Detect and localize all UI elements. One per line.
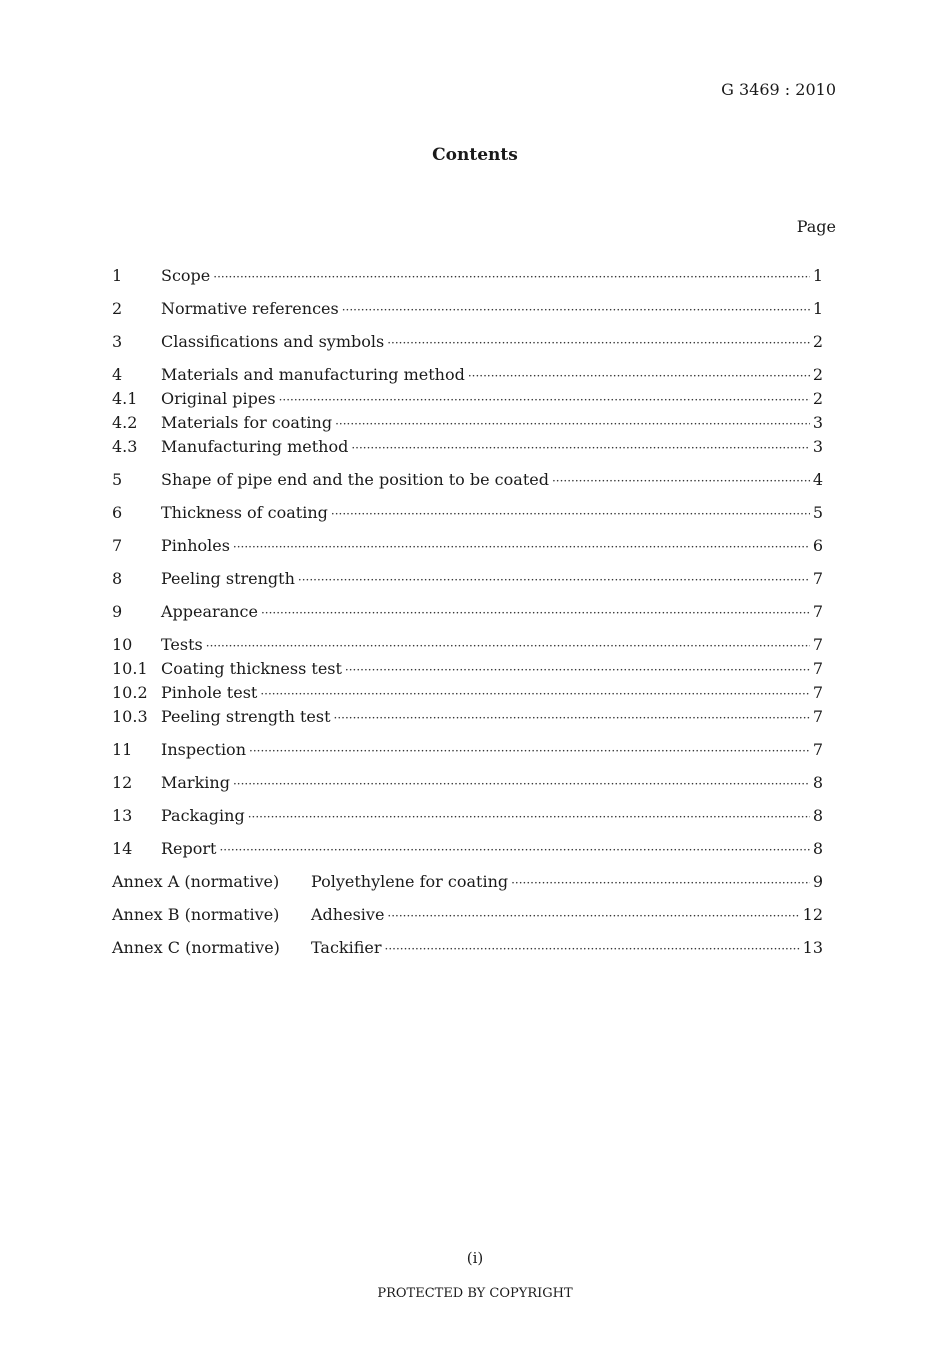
dot-leader [335,411,810,436]
toc-group [112,363,823,459]
annex-group [112,870,823,894]
toc-entry[interactable] [112,837,823,861]
toc-entry-title: Manufacturing method [161,437,349,456]
dot-leader [468,363,810,388]
dot-leader [261,600,810,625]
toc-entry-number: 12 [112,773,133,792]
dot-leader [387,330,810,355]
dot-leader [206,633,810,658]
dot-leader [219,837,809,862]
toc-entry-title: Report [161,839,217,858]
toc-entry[interactable] [112,705,823,729]
toc-entry-number: 2 [112,299,123,318]
toc-entry-title: Peeling strength [161,569,295,588]
toc-group [112,771,823,795]
annex-entry[interactable] [112,870,823,894]
page-title: Contents [432,145,518,165]
dot-leader [345,657,810,682]
toc-entry[interactable] [112,264,823,288]
toc-entry-title: Pinholes [161,536,230,555]
toc-entry-number: 9 [112,602,123,621]
annex-group [112,936,823,960]
toc-entry-title: Classifications and symbols [161,332,385,351]
toc-group [112,264,823,288]
dot-leader [298,567,810,592]
annex-title: Tackifier [311,938,382,957]
annex-label: Annex A (normative) [112,872,280,891]
dot-leader [351,435,809,460]
dot-leader [552,468,810,493]
toc-entry-title: Tests [161,635,203,654]
dot-leader [385,936,800,961]
toc-entry[interactable] [112,567,823,591]
toc-entry[interactable] [112,681,823,705]
copyright-notice: PROTECTED BY COPYRIGHT [377,1286,573,1301]
page-column-label: Page [796,217,836,236]
toc-entry-number: 10.2 [112,683,148,702]
toc-entry-page: 7 [812,602,823,621]
toc-entry-page: 8 [812,773,823,792]
toc-entry-number: 3 [112,332,123,351]
toc-entry-number: 4 [112,365,123,384]
toc-entry-title: Coating thickness test [161,659,342,678]
dot-leader [511,870,810,895]
toc-entry-page: 2 [812,389,823,408]
toc-entry[interactable] [112,738,823,762]
toc-entry[interactable] [112,657,823,681]
toc-entry-number: 1 [112,266,123,285]
toc-entry-page: 7 [812,707,823,726]
toc-entry-number: 4.2 [112,413,138,432]
toc-entry-title: Materials and manufacturing method [161,365,465,384]
dot-leader [387,903,799,928]
toc-entry[interactable] [112,804,823,828]
dot-leader [233,534,810,559]
toc-group [112,738,823,762]
toc-group [112,633,823,729]
toc-entry-number: 10 [112,635,133,654]
annex-page: 9 [812,872,823,891]
dot-leader [249,738,810,763]
toc-group [112,600,823,624]
toc-entry-number: 10.3 [112,707,148,726]
toc-entry[interactable] [112,330,823,354]
annex-page: 12 [802,905,823,924]
toc-entry[interactable] [112,297,823,321]
toc-entry-page: 7 [812,635,823,654]
toc-entry-title: Pinhole test [161,683,258,702]
toc-entry[interactable] [112,501,823,525]
toc-entry-number: 8 [112,569,123,588]
toc-entry-page: 3 [812,413,823,432]
toc-entry-number: 11 [112,740,133,759]
toc-entry-page: 1 [812,299,823,318]
annex-title: Polyethylene for coating [311,872,509,891]
toc-entry-page: 8 [812,806,823,825]
dot-leader [233,771,810,796]
toc-entry-page: 4 [812,470,823,489]
toc-entry-title: Normative references [161,299,339,318]
toc-entry-page: 7 [812,740,823,759]
toc-entry[interactable] [112,771,823,795]
toc-group [112,330,823,354]
toc-entry-page: 3 [812,437,823,456]
toc-entry[interactable] [112,435,823,459]
toc-entry-title: Materials for coating [161,413,333,432]
toc-entry-title: Scope [161,266,211,285]
table-of-contents [112,264,823,969]
annex-entry[interactable] [112,936,823,960]
toc-entry-number: 5 [112,470,123,489]
toc-entry-title: Appearance [161,602,258,621]
toc-entry[interactable] [112,633,823,657]
page-number: (i) [466,1249,484,1267]
toc-entry-page: 7 [812,659,823,678]
dot-leader [342,297,810,322]
annex-label: Annex B (normative) [112,905,280,924]
dot-leader [260,681,809,706]
annex-entry[interactable] [112,903,823,927]
toc-entry[interactable] [112,534,823,558]
toc-entry-number: 4.1 [112,389,138,408]
dot-leader [279,387,810,412]
toc-entry-number: 4.3 [112,437,138,456]
toc-entry[interactable] [112,363,823,387]
toc-entry-title: Inspection [161,740,246,759]
toc-entry-title: Shape of pipe end and the position to be coated [161,470,549,489]
annex-label: Annex C (normative) [112,938,280,957]
toc-entry-page: 7 [812,683,823,702]
annex-title: Adhesive [311,905,385,924]
toc-entry-page: 8 [812,839,823,858]
toc-group [112,837,823,861]
toc-entry-number: 10.1 [112,659,148,678]
document-id: G 3469 : 2010 [721,80,836,99]
toc-group [112,534,823,558]
toc-entry-number: 7 [112,536,123,555]
toc-entry-title: Packaging [161,806,245,825]
toc-entry-page: 2 [812,365,823,384]
toc-entry-number: 14 [112,839,133,858]
toc-group [112,567,823,591]
annex-group [112,903,823,927]
toc-entry[interactable] [112,468,823,492]
toc-entry-title: Original pipes [161,389,276,408]
toc-entry-title: Marking [161,773,230,792]
toc-group [112,468,823,492]
dot-leader [331,501,810,526]
toc-group [112,297,823,321]
toc-entry-page: 5 [812,503,823,522]
toc-entry-number: 6 [112,503,123,522]
toc-entry-page: 6 [812,536,823,555]
toc-group [112,501,823,525]
toc-entry-title: Peeling strength test [161,707,331,726]
toc-entry-number: 13 [112,806,133,825]
dot-leader [248,804,810,829]
dot-leader [334,705,810,730]
toc-entry[interactable] [112,411,823,435]
annex-page: 13 [802,938,823,957]
toc-entry-page: 1 [812,266,823,285]
dot-leader [213,264,810,289]
toc-entry-page: 2 [812,332,823,351]
toc-entry[interactable] [112,387,823,411]
toc-group [112,804,823,828]
toc-entry[interactable] [112,600,823,624]
toc-entry-page: 7 [812,569,823,588]
toc-entry-title: Thickness of coating [161,503,328,522]
